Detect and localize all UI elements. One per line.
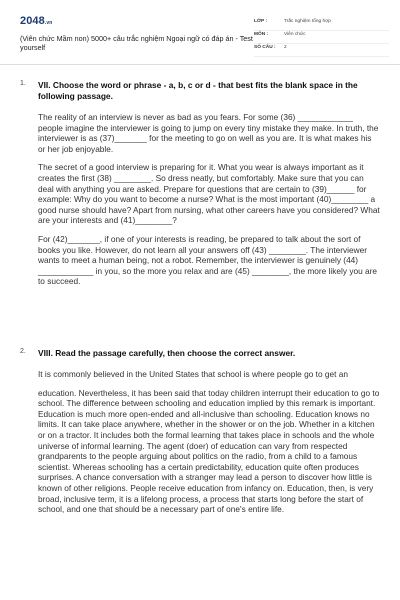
- passage-paragraph: For (42)_______, if one of your interests is reading, be prepared to talk about the sort of books you like. However, do not learn all your answers off (43) ________. The interviewer wants to meet a human being, not a robot. Remember, the interviewer is genuinely (44) ____________ in you, so the more you relax and are (45) ________, the more likely you are to succeed.: [38, 233, 378, 287]
- question-heading: [20, 348, 380, 359]
- meta-value: 2: [284, 45, 287, 50]
- question-2: [20, 348, 380, 515]
- question-number: 1.: [20, 80, 26, 87]
- meta-label: MÔN :: [254, 32, 269, 37]
- passage-paragraph: It is commonly believed in the United States that school is where people go to get an: [38, 369, 348, 379]
- passage-paragraph: The reality of an interview is never as bad as you fears. For some (36) ____________ people imagine the interviewer is going to jump on every tiny mistake they make. In truth, the interviewer is as (37)_______ for the meeting to go on well as you are. It is what makes his or her job enjoyable.: [38, 112, 379, 154]
- meta-value: Viên chức: [284, 32, 306, 37]
- meta-row-count: [254, 44, 389, 57]
- meta-label: LỚP :: [254, 19, 268, 24]
- document-title: (Viên chức Mầm non) 5000+ câu trắc nghiệm Ngoại ngữ có đáp án - Test yourself: [20, 34, 253, 52]
- meta-row-subject: [254, 31, 389, 44]
- logo-text: 2048: [20, 15, 45, 27]
- question-heading: [20, 80, 380, 102]
- question-title: VIII. Read the passage carefully, then choose the correct answer.: [38, 348, 296, 358]
- passage-paragraph: education. Nevertheless, it has been said that today children interrupt their education to go to school. The difference between schooling and education implied by this remark is important. Education is much more open-ended and all-inclusive than schooling. Education knows no limits. It can take place anywhere, whether in the shower or on the job. Whether in a kitchen or on a tractor. It includes both the formal learning that takes place in schools and the whole universe of informal learning. The agent (doer) of education can vary from respected grandparents to the people arguing about politics on the radio, from a child to a famous scientist. Whereas schooling has a certain predictability, education quite often produces surprises. A chance conversation with a stranger may lead a person to discover how little is known of other religions. People receive education from infancy on. Education, then, is very broad, inclusive term, it is a lifelong process, a process that starts long before the start of school, and one that should be a necessary part of one's entire life.: [38, 387, 380, 515]
- meta-value: Trắc nghiệm tổng hợp: [284, 19, 331, 24]
- question-title: VII. Choose the word or phrase - a, b, c or d - that best fits the blank space in the following passage.: [38, 80, 358, 101]
- question-number: 2.: [20, 348, 26, 355]
- meta-label: SỐ CÂU :: [254, 45, 276, 50]
- page-header: [0, 0, 400, 65]
- site-logo[interactable]: [20, 15, 52, 27]
- document-meta: [254, 18, 389, 57]
- meta-row-class: [254, 18, 389, 31]
- logo-suffix: .vn: [44, 20, 53, 26]
- passage-paragraph: The secret of a good interview is preparing for it. What you wear is always important as it creates the first (38) ________. So dress neatly, but comfortably. Make sure that you can deal with anything you are asked. Prepare for questions that are certain to (39)______ for example: Why do you want to become a nurse? What is the most important (40)________ a good nurse should have? Apart from nursing, what other careers have you considered? What are your interests and (41)________?: [38, 162, 380, 226]
- question-1: [20, 80, 380, 287]
